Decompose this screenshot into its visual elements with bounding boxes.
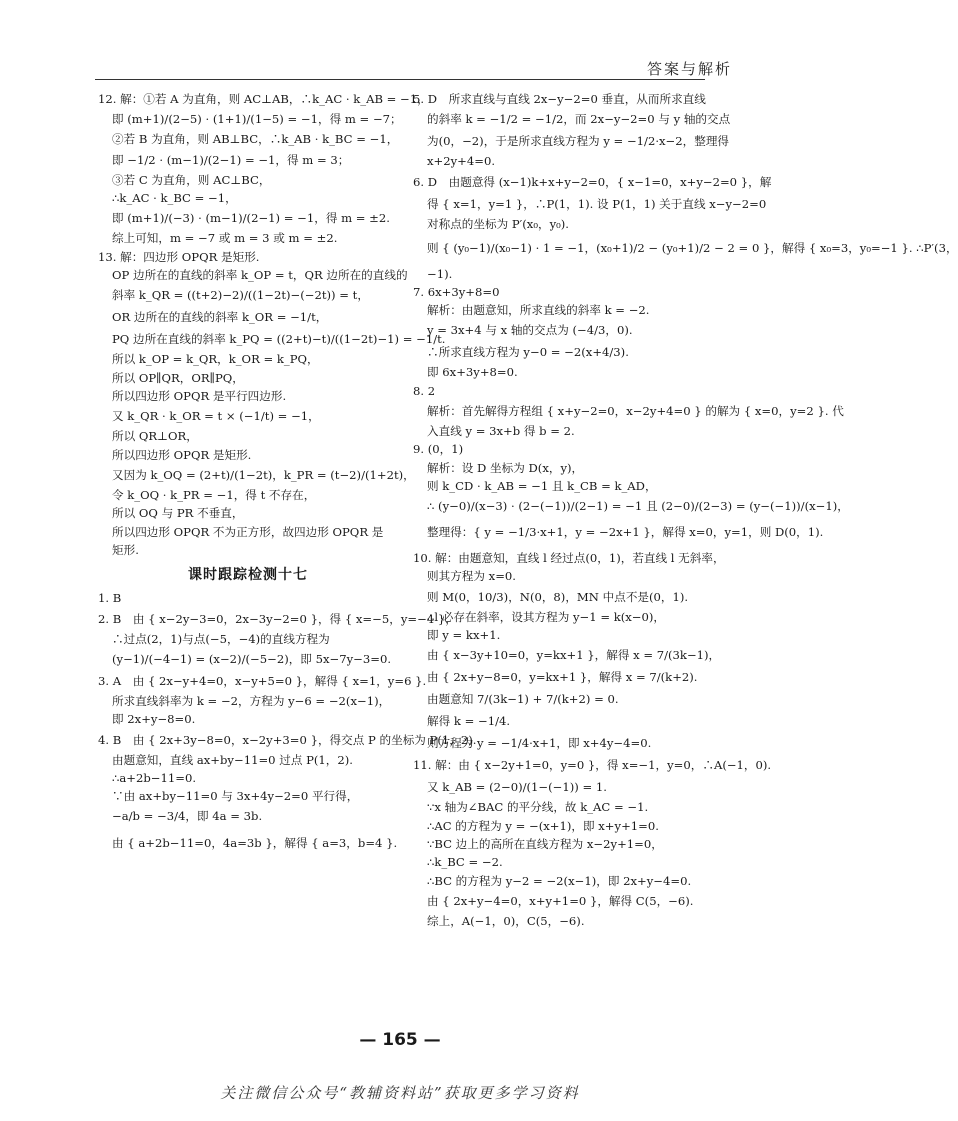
answer-line: 又因为 k_OQ = (2+t)/(1−2t)，k_PR = (t−2)/(1+2t)， xyxy=(112,467,415,482)
footer-note: 关注微信公众号“教辅资料站”获取更多学习资料 xyxy=(220,1084,580,1102)
answer-line: 所求直线斜率为 k = −2，方程为 y−6 = −2(x−1)， xyxy=(112,693,391,708)
answer-line: 得 { x=1，y=1 }，∴P(1，1). 设 P(1，1) 关于直线 x−y−2=0 xyxy=(427,196,767,211)
right-answer-lines xyxy=(413,90,958,930)
answer-line: ∴ (y−0)/(x−3) · (2−(−1))/(2−1) = −1 且 (2−0)/(2−3) = (y−(−1))/(x−1)， xyxy=(427,499,849,514)
answer-line: 由题意知，直线 ax+by−11=0 过点 P(1，2). xyxy=(112,752,353,767)
answer-line: 即 y = kx+1. xyxy=(427,627,501,642)
page-number: — 165 — xyxy=(359,1030,441,1050)
answer-line: (y−1)/(−4−1) = (x−2)/(−5−2)，即 5x−7y−3=0. xyxy=(112,651,392,666)
right-column xyxy=(413,90,958,930)
answer-line: −1). xyxy=(427,266,453,281)
answer-line: 所以四边形 OPQR 是平行四边形. xyxy=(112,388,287,403)
answer-line: 即 2x+y−8=0. xyxy=(112,712,196,727)
answer-line: ∴a+2b−11=0. xyxy=(112,770,197,785)
answer-line: ∴BC 的方程为 y−2 = −2(x−1)，即 2x+y−4=0. xyxy=(427,873,692,888)
answer-line: 9. (0，1) xyxy=(413,442,464,457)
answer-line: 11. 解：由 { x−2y+1=0，y=0 }，得 x=−1，y=0，∴A(−1，0). xyxy=(413,758,772,773)
answer-line: 所以四边形 OPQR 不为正方形，故四边形 OPQR 是 xyxy=(112,524,384,539)
answer-line: 为(0，−2)，于是所求直线方程为 y = −1/2·x−2，整理得 xyxy=(427,134,730,149)
answer-line: ∵x 轴为∠BAC 的平分线，故 k_AC = −1. xyxy=(427,800,649,815)
answer-line: 整理得：{ y = −1/3·x+1，y = −2x+1 }，解得 x=0，y=1，则 D(0，1). xyxy=(427,525,824,540)
answer-line: ②若 B 为直角，则 AB⊥BC，∴k_AB · k_BC = −1， xyxy=(112,132,399,147)
answer-line: 5. D 所求直线与直线 2x−y−2=0 垂直，从而所求直线 xyxy=(413,92,706,106)
answer-line: 的斜率 k = −1/2 = −1/2，而 2x−y−2=0 与 y 轴的交点 xyxy=(427,112,731,127)
answer-line: 10. 解：由题意知，直线 l 经过点(0，1)，若直线 l 无斜率， xyxy=(413,550,725,565)
answer-line: 矩形. xyxy=(112,542,139,557)
answer-line: 6. D 由题意得 (x−1)k+x+y−2=0，{ x−1=0，x+y−2=0 }，解 xyxy=(413,174,772,189)
answer-line: 12. 解：①若 A 为直角，则 AC⊥AB，∴k_AC · k_AB = −1， xyxy=(98,92,429,106)
answer-line: 综上，A(−1，0)，C(5，−6). xyxy=(427,913,585,928)
answer-line: 4. B 由 { 2x+3y−8=0，x−2y+3=0 }，得交点 P 的坐标为 P(1，2). xyxy=(98,732,477,747)
answer-line: 则 k_CD · k_AB = −1 且 k_CB = k_AD， xyxy=(427,479,657,494)
answer-line: 即 6x+3y+8=0. xyxy=(427,365,518,380)
answer-line: ∴过点(2，1)与点(−5，−4)的直线方程为 xyxy=(112,631,330,646)
answer-line: x+2y+4=0. xyxy=(427,154,496,169)
answer-line: 所以 OP∥QR，OR∥PQ， xyxy=(112,370,244,385)
answer-line: 解得 k = −1/4. xyxy=(427,714,511,729)
answer-line: 8. 2 xyxy=(413,383,436,398)
answer-line: OR 边所在的直线的斜率 k_OR = −1/t， xyxy=(112,310,328,325)
answer-line: 由 { 2x+y−4=0，x+y+1=0 }，解得 C(5，−6). xyxy=(427,893,694,908)
answer-line: −a/b = −3/4，即 4a = 3b. xyxy=(112,809,263,824)
answer-line: OP 边所在的直线的斜率 k_OP = t，QR 边所在的直线的 xyxy=(112,267,408,282)
answer-line: ∴l 必存在斜率，设其方程为 y−1 = k(x−0)， xyxy=(427,609,666,624)
answer-line: 所以 OQ 与 PR 不垂直， xyxy=(112,506,244,521)
answer-line: 2. B 由 { x−2y−3=0，2x−3y−2=0 }，得 { x=−5，y=−4 }， xyxy=(98,611,457,626)
answer-line: ∴AC 的方程为 y = −(x+1)，即 x+y+1=0. xyxy=(427,818,659,833)
answer-line: 解析：首先解得方程组 { x+y−2=0，x−2y+4=0 } 的解为 { x=0，y=2 }. 代 xyxy=(427,404,844,419)
answer-line: ∴k_AC · k_BC = −1， xyxy=(112,190,237,205)
answer-line: 7. 6x+3y+8=0 xyxy=(413,284,500,299)
answer-line: y = 3x+4 与 x 轴的交点为 (−4/3，0). xyxy=(427,323,633,338)
answer-line: 又 k_QR · k_OR = t × (−1/t) = −1， xyxy=(112,409,320,424)
answer-line: 则 { (y₀−1)/(x₀−1) · 1 = −1，(x₀+1)/2 − (y₀+1)/2 − 2 = 0 }，解得 { x₀=3，y₀=−1 }. ∴P′(3， xyxy=(427,241,958,255)
answer-line: 即 (m+1)/(−3) · (m−1)/(2−1) = −1，得 m = ±2. xyxy=(112,211,390,226)
answer-line: ∵BC 边上的高所在直线方程为 x−2y+1=0， xyxy=(427,836,663,851)
answer-line: 所以四边形 OPQR 是矩形. xyxy=(112,447,252,462)
answer-line: 斜率 k_QR = ((t+2)−2)/((1−2t)−(−2t)) = t， xyxy=(112,288,369,303)
answer-line: 综上可知，m = −7 或 m = 3 或 m = ±2. xyxy=(112,231,338,246)
answer-line: 对称点的坐标为 P′(x₀，y₀). xyxy=(427,216,569,231)
section-title: 课时跟踪检测十七 xyxy=(188,567,308,584)
answer-line: 则其方程为 x=0. xyxy=(427,569,516,584)
answer-line: 3. A 由 { 2x−y+4=0，x−y+5=0 }，解得 { x=1，y=6 }. xyxy=(98,673,427,688)
answer-line: 由题意知 7/(3k−1) + 7/(k+2) = 0. xyxy=(427,692,619,707)
answer-line: ∴k_BC = −2. xyxy=(427,855,503,870)
answer-line: 令 k_OQ · k_PR = −1，得 t 不存在， xyxy=(112,487,316,502)
answer-line: ∵由 ax+by−11=0 与 3x+4y−2=0 平行得， xyxy=(112,789,359,804)
header-divider xyxy=(95,79,705,80)
answer-line: 入直线 y = 3x+b 得 b = 2. xyxy=(427,424,575,439)
answer-line: 又 k_AB = (2−0)/(1−(−1)) = 1. xyxy=(427,780,607,795)
answer-line: 由 { x−3y+10=0，y=kx+1 }，解得 x = 7/(3k−1)， xyxy=(427,648,721,663)
answer-line: 13. 解：四边形 OPQR 是矩形. xyxy=(98,249,260,264)
answer-line: 则 M(0，10/3)，N(0，8)，MN 中点不是(0，1). xyxy=(427,589,689,604)
answer-line: PQ 边所在直线的斜率 k_PQ = ((2+t)−t)/((1−2t)−1) = −1/t. xyxy=(112,332,446,347)
page-header-title: 答案与解析 xyxy=(646,60,732,78)
answer-line: 所以 QR⊥OR， xyxy=(112,429,198,444)
answer-line: ③若 C 为直角，则 AC⊥BC， xyxy=(112,172,271,187)
answer-line: 解析：由题意知，所求直线的斜率 k = −2. xyxy=(427,303,650,318)
answer-line: 即 (m+1)/(2−5) · (1+1)/(1−5) = −1，得 m = −7； xyxy=(112,112,402,127)
answer-line: 解析：设 D 坐标为 D(x，y)， xyxy=(427,460,584,475)
answer-line: 由 { a+2b−11=0，4a=3b }，解得 { a=3，b=4 }. xyxy=(112,835,398,850)
answer-line: ∴所求直线方程为 y−0 = −2(x+4/3). xyxy=(427,345,629,360)
answer-line: 所以 k_OP = k_QR，k_OR = k_PQ， xyxy=(112,352,319,367)
answer-line: 由 { 2x+y−8=0，y=kx+1 }，解得 x = 7/(k+2). xyxy=(427,670,698,685)
answer-line: 即 −1/2 · (m−1)/(2−1) = −1，得 m = 3； xyxy=(112,152,350,167)
answer-line: 1. B xyxy=(98,591,122,606)
answer-line: 则方程为 y = −1/4·x+1，即 x+4y−4=0. xyxy=(427,736,652,751)
